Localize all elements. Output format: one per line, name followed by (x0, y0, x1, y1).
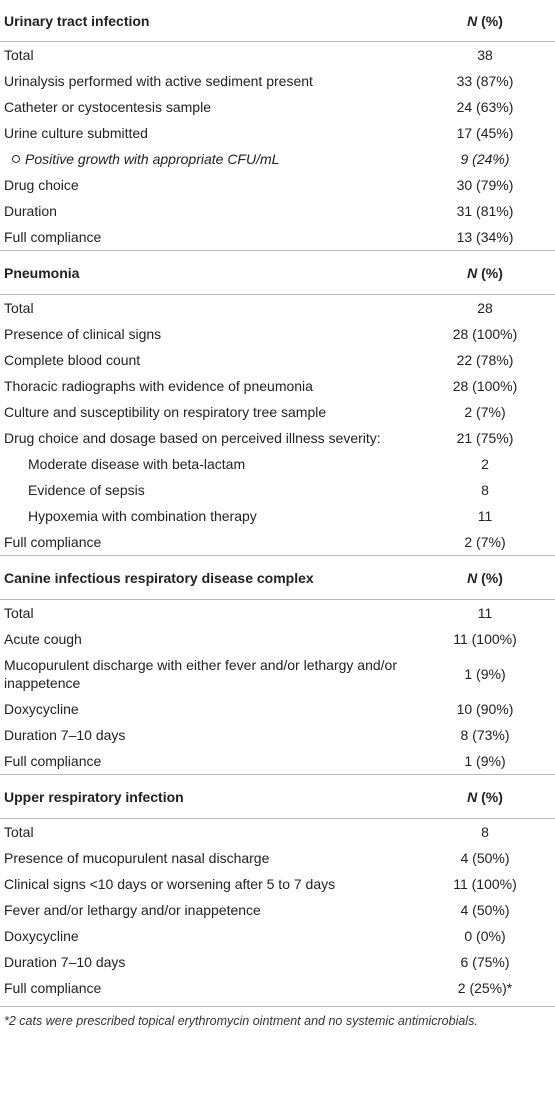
table-row (0, 845, 555, 871)
row-value: 1 (9%) (464, 666, 506, 682)
section-header (0, 556, 555, 600)
table-row (0, 68, 555, 94)
row-label: Fever and/or lethargy and/or inappetence (4, 902, 261, 918)
table-row (0, 120, 555, 146)
row-value: 8 (73%) (460, 727, 510, 743)
table-row (0, 871, 555, 897)
row-value: 30 (79%) (456, 177, 514, 193)
footnote: *2 cats were prescribed topical erythromycin ointment and no systemic antimicrobials. (4, 1014, 478, 1028)
row-label: Hypoxemia with combination therapy (28, 508, 257, 524)
section-header (0, 251, 555, 295)
table-row (0, 923, 555, 949)
row-value: 2 (25%)* (457, 980, 513, 996)
row-value: 8 (481, 824, 489, 840)
table-row (0, 529, 555, 556)
row-value: 24 (63%) (456, 99, 514, 115)
row-label: Duration 7–10 days (4, 954, 126, 970)
row-label: Moderate disease with beta-lactam (28, 456, 246, 472)
table-row (0, 224, 555, 251)
table-row (0, 425, 555, 451)
row-label: Total (4, 605, 34, 621)
table-row (0, 975, 555, 1001)
row-label: Culture and susceptibility on respiratory tree sample (4, 404, 327, 420)
row-label: Doxycycline (4, 928, 79, 944)
row-value: 11 (477, 508, 493, 524)
row-value: 33 (87%) (456, 73, 514, 89)
table-row (0, 42, 555, 69)
row-label: Urinalysis performed with active sediment present (4, 73, 313, 89)
table-row (0, 626, 555, 652)
table-row (0, 819, 555, 846)
row-value: 2 (7%) (464, 534, 506, 550)
row-label: Urine culture submitted (4, 125, 148, 141)
section-header (0, 0, 555, 42)
row-value: 4 (50%) (460, 850, 510, 866)
row-label: Full compliance (4, 753, 102, 769)
column-header-n: N (%) (467, 788, 503, 805)
table-row (0, 696, 555, 722)
row-label: Total (4, 300, 34, 316)
row-value: 4 (50%) (460, 902, 510, 918)
section-header (0, 775, 555, 819)
row-value: 9 (24%) (460, 151, 510, 167)
section-title: Pneumonia (4, 264, 80, 281)
table-row (0, 897, 555, 923)
table-row (0, 477, 555, 503)
row-value: 11 (477, 605, 493, 621)
table-row (0, 399, 555, 425)
column-header-n: N (%) (467, 569, 503, 586)
row-label: Drug choice (4, 177, 79, 193)
bullet-icon (12, 155, 20, 163)
table-row (0, 321, 555, 347)
row-label: Doxycycline (4, 701, 79, 717)
table-row (0, 451, 555, 477)
table-row (0, 146, 555, 172)
row-value: 10 (90%) (456, 701, 514, 717)
table-row (0, 600, 555, 627)
row-value: 17 (45%) (456, 125, 514, 141)
row-label: Catheter or cystocentesis sample (4, 99, 211, 115)
row-value: 38 (477, 47, 493, 63)
row-value: 28 (100%) (452, 326, 518, 342)
table-row (0, 373, 555, 399)
table-row (0, 295, 555, 322)
row-label: Evidence of sepsis (28, 482, 145, 498)
row-label: Full compliance (4, 980, 102, 996)
table-row (0, 652, 555, 696)
row-value: 28 (100%) (452, 378, 518, 394)
row-value: 1 (9%) (464, 753, 506, 769)
column-header-n: N (%) (467, 12, 503, 29)
row-value: 13 (34%) (456, 229, 514, 245)
row-label: Clinical signs <10 days or worsening after 5 to 7 days (4, 876, 336, 892)
row-label: Full compliance (4, 534, 102, 550)
row-value: 6 (75%) (460, 954, 510, 970)
row-label: Full compliance (4, 229, 102, 245)
row-label: Complete blood count (4, 352, 141, 368)
table-row (0, 503, 555, 529)
table-row (0, 172, 555, 198)
table-row (0, 949, 555, 975)
row-value: 21 (75%) (456, 430, 514, 446)
row-value: 11 (100%) (453, 631, 517, 647)
section-title: Canine infectious respiratory disease complex (4, 569, 314, 586)
row-label: Duration 7–10 days (4, 727, 126, 743)
row-label: Total (4, 47, 34, 63)
row-value: 2 (7%) (464, 404, 506, 420)
footnote-area (0, 1006, 555, 1028)
table-row (0, 198, 555, 224)
table-row (0, 94, 555, 120)
row-value: 8 (481, 482, 489, 498)
row-label: Mucopurulent discharge with either fever and/or lethargy and/or inappetence (4, 657, 397, 691)
table-row (0, 748, 555, 775)
row-value: 2 (481, 456, 489, 472)
row-label: Duration (4, 203, 57, 219)
row-label: Drug choice and dosage based on perceived illness severity: (4, 430, 381, 446)
table-row (0, 722, 555, 748)
row-label: Thoracic radiographs with evidence of pneumonia (4, 378, 313, 394)
row-label: Total (4, 824, 34, 840)
section-title: Upper respiratory infection (4, 788, 184, 805)
row-value: 28 (477, 300, 493, 316)
section-title: Urinary tract infection (4, 12, 150, 29)
row-value: 22 (78%) (456, 352, 514, 368)
row-label: Positive growth with appropriate CFU/mL (0, 146, 415, 172)
row-label: Presence of mucopurulent nasal discharge (4, 850, 270, 866)
row-label: Presence of clinical signs (4, 326, 162, 342)
table-row (0, 347, 555, 373)
column-header-n: N (%) (467, 264, 503, 281)
row-value: 31 (81%) (456, 203, 514, 219)
row-value: 11 (100%) (453, 876, 517, 892)
row-value: 0 (0%) (464, 928, 506, 944)
row-label: Acute cough (4, 631, 82, 647)
